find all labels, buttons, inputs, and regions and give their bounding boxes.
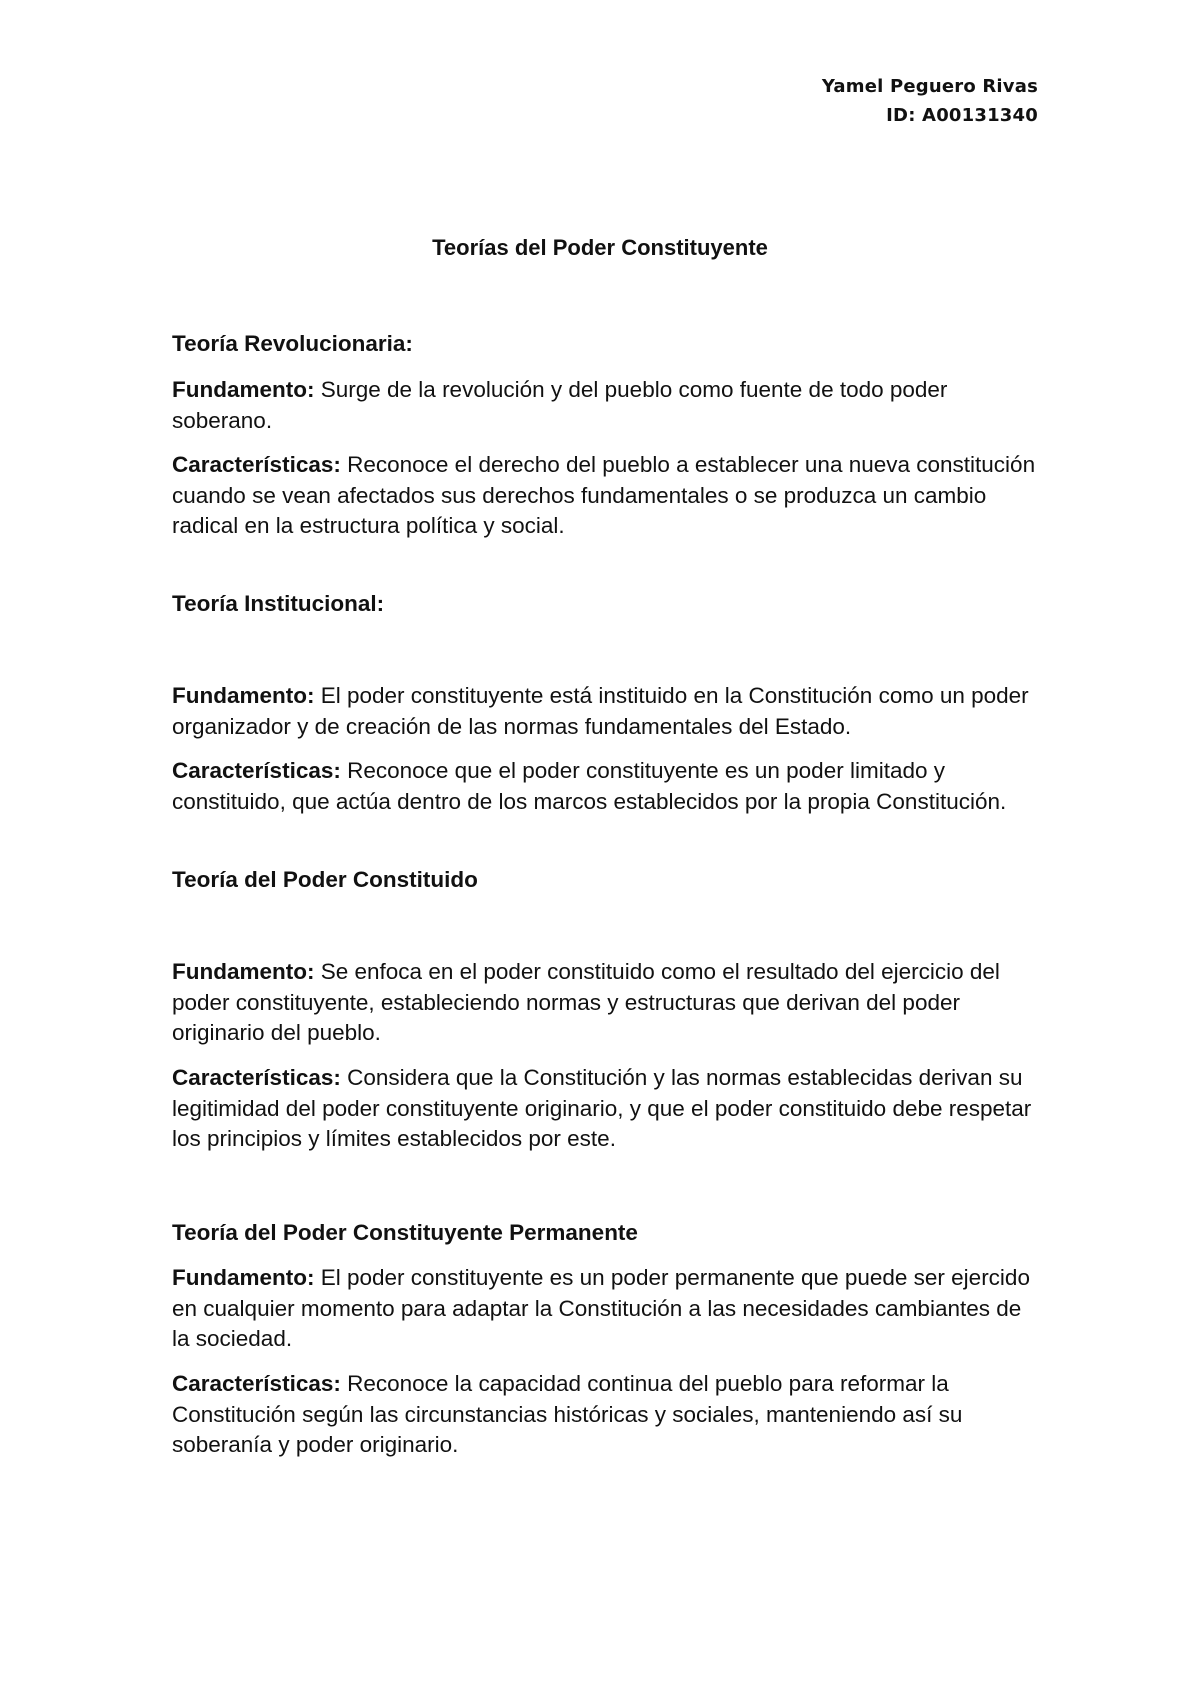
author-block	[822, 72, 1038, 130]
paragraph-fundamento	[172, 957, 1042, 1049]
author-name: Yamel Peguero Rivas	[821, 76, 1038, 97]
fundamento-label: Fundamento:	[172, 1265, 315, 1290]
document-title: Teorías del Poder Constituyente	[432, 235, 768, 260]
caracteristicas-text: Considera que la Constitución y las normas establecidas derivan su legitimidad del poder constituyente originario, y que el poder constituido debe respetar los principios y límites establecidos por este.	[172, 1065, 1032, 1151]
paragraph-caracteristicas	[172, 1369, 1042, 1461]
caracteristicas-label: Características:	[172, 1065, 341, 1090]
paragraph-fundamento	[172, 1263, 1042, 1355]
fundamento-text: Se enfoca en el poder constituido como el resultado del ejercicio del poder constituyente, estableciendo normas y estructuras que derivan del poder originario del pueblo.	[172, 959, 1000, 1045]
caracteristicas-text: Reconoce la capacidad continua del pueblo para reformar la Constitución según las circunstancias históricas y sociales, manteniendo así su soberanía y poder originario.	[172, 1371, 963, 1457]
fundamento-text: El poder constituyente es un poder permanente que puede ser ejercido en cualquier momento para adaptar la Constitución a las necesidades cambiantes de la sociedad.	[172, 1265, 1030, 1351]
paragraph-caracteristicas	[172, 450, 1042, 542]
section-heading-poder-constituido: Teoría del Poder Constituido	[172, 867, 478, 892]
author-id: ID: A00131340	[886, 105, 1038, 126]
caracteristicas-text: Reconoce que el poder constituyente es un poder limitado y constituido, que actúa dentro de los marcos establecidos por la propia Constitución.	[172, 758, 1007, 814]
fundamento-text: El poder constituyente está instituido en la Constitución como un poder organizador y de creación de las normas fundamentales del Estado.	[172, 683, 1029, 739]
paragraph-fundamento	[172, 375, 1042, 436]
caracteristicas-text: Reconoce el derecho del pueblo a establecer una nueva constitución cuando se vean afectados sus derechos fundamentales o se produzca un cambio radical en la estructura política y social.	[172, 452, 1036, 538]
section-heading-constituyente-permanente: Teoría del Poder Constituyente Permanente	[172, 1220, 638, 1245]
paragraph-caracteristicas	[172, 756, 1042, 817]
caracteristicas-label: Características:	[172, 758, 341, 783]
paragraph-fundamento	[172, 681, 1042, 742]
section-heading-revolucionaria: Teoría Revolucionaria:	[172, 331, 413, 356]
fundamento-label: Fundamento:	[172, 377, 315, 402]
fundamento-label: Fundamento:	[172, 683, 315, 708]
caracteristicas-label: Características:	[172, 1371, 341, 1396]
section-heading-institucional: Teoría Institucional:	[172, 591, 385, 616]
fundamento-text: Surge de la revolución y del pueblo como fuente de todo poder soberano.	[172, 377, 948, 433]
caracteristicas-label: Características:	[172, 452, 341, 477]
fundamento-label: Fundamento:	[172, 959, 315, 984]
paragraph-caracteristicas	[172, 1063, 1042, 1155]
